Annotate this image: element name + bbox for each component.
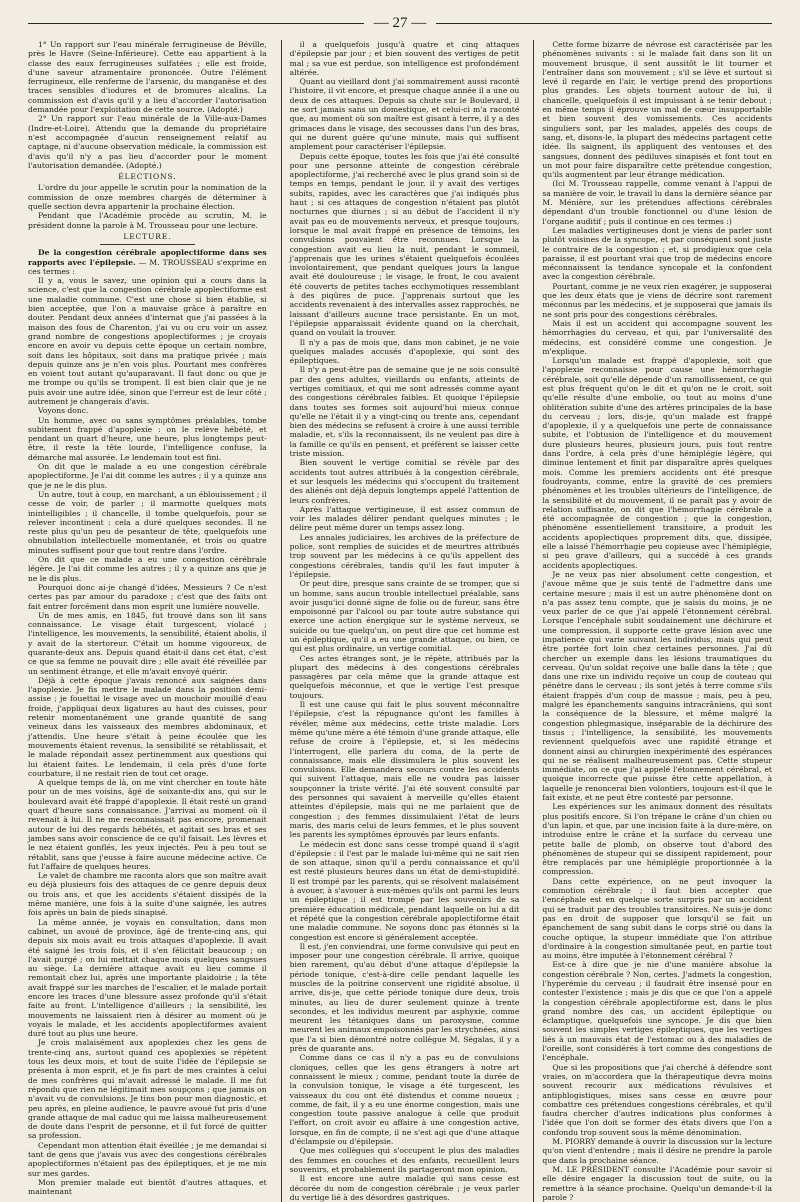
- paragraph: On dit que ce malade a eu une congestion cérébrale légère. Je l'ai dit comme les autres ; il y a quinze ans que je ne le dis plus.: [28, 555, 267, 583]
- page-number: — 27 —: [364, 15, 437, 32]
- paragraph: Que si les propositions que j'ai cherché à défendre sont vraies, on m'accordera que la thérapeutique devra moins souvent recourir aux médications révulsives et antiphlogistiques, mises sans cesse en œuvre pour combattre ces prétendues congestions cérébrales, et qu'il faudra chercher d'autres indications plus conformes à l'idée que l'on doit se former des états divers que l'on a confondu trop souvent sous la même dénomination.: [542, 1062, 772, 1137]
- paragraph: Un autre, tout à coup, en marchant, a un éblouissement ; il cesse de voir, de parler ; il marmotte quelques mots inintelligibles ; il chancelle, il tombe quelquefois, pour se relever incontinent : cela a duré quelques secondes. Il ne reste plus qu'un peu de pesanteur de tête, quelquefois une obnubilation intellectuelle momentanée, et trois ou quatre minutes suffisent pour que tout rentre dans l'ordre.: [28, 489, 267, 555]
- paragraph: Lorsqu'un malade est frappé d'apoplexie, soit que l'apoplexie reconnaisse pour cause une hémorrhagie cérébrale, soit qu'elle dépende d'un ramollissement, ce qui est plus fréquent qu'on le dit et qu'on ne le croit, soit qu'elle résulte d'une embolie, ou tout au moins d'une oblitération subite d'une des artères principales de la base du cerveau ; lors, dis-je, qu'un malade est frappé d'apoplexie, il y a quelquefois une perte de connaissance subite, et l'obtusion de l'intelligence et du mouvement dure plusieurs heures, plusieurs jours, puis tout rentre dans l'ordre, à cela près d'une hémiplégie légère, qui diminue lentement et finit par disparaître après quelques mois. Comme les premiers accidents ont été presque foudroyants, comme, entre la gravité de ces premiers phénomènes et les troubles ultérieurs de l'intelligence, de la sensibilité et du mouvement, il ne paraît pas y avoir de relation suffisante, on dit que l'hémorrhagie cérébrale a été accompagnée de congestion ; que la congestion, phénomène essentiellement transitoire, a produit les accidents apoplectiques proprement dits, que, dissipée, elle a laissé l'hémorrhagie peu copieuse avec l'hémiplégie, si peu grave d'ailleurs, qui a succédé à ces grands accidents apoplectiques.: [542, 356, 772, 570]
- paragraph: M. PIORRY demande à ouvrir la discussion sur la lecture qu'on vient d'entendre ; mais il désire ne prendre la parole que dans la prochaine séance.: [542, 1137, 772, 1165]
- paragraph: Les expériences sur les animaux donnent des résultats plus positifs encore. Si l'on trépane le crâne d'un chien ou d'un lapin, et que, par une incision faite à la dure-mère, on introduise entre le crâne et la surface du cerveau une petite balle de plomb, on observe tout d'abord des phénomènes de stupeur qui se dissipent rapidement, pour être remplacés par une hémiplégie proportionnée à la compression.: [542, 802, 772, 877]
- article-heading: [28, 248, 267, 276]
- paragraph: Or peut dire, presque sans crainte de se tromper, que si un homme, sans aucun trouble intellectuel préalable, sans avoir jusqu'ici donné signe de folie ou de fureur, sans être empoisonné par l'alcool ou par toute autre substance qui exerce une action énergique sur le système nerveux, se suicide ou tue quelqu'un, on peut dire que cet homme est un épileptique, qu'il a eu une grande attaque, ou bien, ce qui est plus ordinaire, un vertige comitial.: [289, 579, 520, 654]
- column-1: [28, 40, 267, 1202]
- paragraph: Pourtant, comme je ne veux rien exagérer, je supposerai que les deux états que je viens de décrire sont rarement méconnus par les médecins, et je supposerai que jamais ils ne sont pris pour des congestions cérébrales.: [542, 281, 772, 319]
- paragraph: A quelque temps de là, on me vint chercher en toute hâte pour un de mes voisins, âgé de soixante-dix ans, qui sur le boulevard avait été frappé d'apoplexie. Il était resté un grand quart d'heure sans connaissance. J'arrivai au moment où il revenait à lui. Il ne me reconnaissait pas encore, promenait autour de lui des regards hébétés, et agitait ses bras et ses jambes sans avoir conscience de ce qu'il faisait. Les lèvres et le nez étaient gonflés, les yeux injectés. Peu à peu tout se rétablit, sans que j'eusse à faire aucune médecine active. Ce fut l'affaire de quelques heures.: [28, 778, 267, 871]
- paragraph: Il est une cause qui fait le plus souvent méconnaître l'épilepsie, c'est la répugnance qu'ont les familles à révéler, même aux médecins, cette triste maladie. Lors même qu'une mère a été témoin d'une grande attaque, elle refuse de croire à l'épilepsie, et, si les médecins l'interrogent, elle parlera du coma, de la perte de connaissance, mais elle dissimulera le plus souvent les convulsions. Elle demandera secours contre les accidents qui suivent l'attaque, mais elle ne voudra pas laisser soupçonner la triste vérité. J'ai été souvent consulté par des personnes qui savaient à merveille qu'elles étaient atteintes d'épilepsie, mais qui ne me parlaient que de congestion ; des femmes dissimulaient l'état de leurs maris, des maris celui de leurs femmes, et le plus souvent les parents les symptômes éprouvés par leurs enfants.: [289, 700, 520, 840]
- paragraph: Cependant mon attention était éveillée ; je me demandai si tant de gens que j'avais vus avec des congestions cérébrales apoplectiformes n'étaient pas des épileptiques, et je me mis sur mes gardes.: [28, 1140, 267, 1178]
- section-title-elections: ÉLECTIONS.: [118, 172, 177, 182]
- paragraph: Un homme, avec ou sans symptômes préalables, tombe subitement frappé d'apoplexie : on le relève hébété, et pendant un quart d'heure, une heure, plus longtemps peut-être, il reste la tête lourde, l'intelligence confuse, la démarche mal assurée. Le lendemain tout est fini.: [28, 415, 267, 462]
- paragraph: Ces actes étranges sont, je le répète, attribués par la plupart des médecins à des congestions cérébrales passagères par cela même que la grande attaque est quelquefois méconnue, et que le vertige l'est presque toujours.: [289, 653, 520, 700]
- article-rubric-tail: — M. TROUSSEAU s'exprime en ces termes :: [28, 257, 267, 276]
- paragraph: (Ici M. Trousseau rappelle, comme venant à l'appui de sa manière de voir, le travail lu dans la dernière séance par M. Ménière, sur les prétendues affections cérébrales dépendant d'un trouble fonctionnel ou d'une lésion de l'organe auditif ; puis il continue en ces termes :): [542, 179, 772, 226]
- paragraph: Bien souvent le vertige comitial se révèle par des accidents tout autres attribués à la congestion cérébrale, et sur lesquels les médecins qui s'occupent du traitement des aliénés ont déjà depuis longtemps appelé l'attention de leurs confrères.: [289, 458, 520, 505]
- paragraph: Les maladies vertigineuses dont je viens de parler sont plutôt voisines de la syncope, et par conséquent sont juste le contraire de la congestion ; et, si prodigieux que cela paraisse, il est pourtant vrai que trop de médecins encore méconnaissent la tendance syncopale et la confondent avec la congestion cérébrale.: [542, 225, 772, 282]
- paragraph: M. LE PRÉSIDENT consulte l'Académie pour savoir si elle désire engager la discussion tout de suite, ou la remettre à la séance prochaine. Quelqu'un demande-t-il la parole ?: [542, 1164, 772, 1202]
- paragraph: Le médecin est donc sans cesse trompé quand il s'agit d'épilepsie : il l'est par le malade lui-même qui ne sait rien de son attaque, sinon qu'il a perdu connaissance et qu'il est resté plusieurs heures dans un état de demi-stupidité. Il est trompé par les parents, qui se résolvent malaisément à avouer, à s'avouer à eux-mêmes qu'ils ont parmi les leurs un épileptique ; il est trompé par les souvenirs de sa première éducation médicale, pendant laquelle on lui a dit et répété que la congestion cérébrale apoplectiforme était une maladie commune. Ne soyons donc pas étonnés si la congestion est encore si généralement acceptée.: [289, 839, 520, 942]
- paragraph: Cette forme bizarre de névrose est caractérisée par les phénomènes suivants : si le malade fait dans son lit un mouvement brusque, il sent aussitôt le lit tourner et l'entraîner dans son mouvement ; s'il se lève et surtout si levé il regarde en l'air, le vertige prend des proportions plus grandes. Les objets tournent autour de lui, il chancelle, quelquefois il est impuissant à se tenir debout ; en même temps il éprouve un mal de cœur insupportable et bien souvent des vomissements. Ces accidents singuliers sont, par les malades, appelés des coups de sang, et, disons-le, la plupart des médecins partagent cette idée. Ils saignent, ils appliquent des ventouses et des sangsues, donnent des pédiluves sinapisés et font tout en un mot pour faire disparaître cette prétendue congestion, qu'ils augmentent par leur étrange médication.: [542, 40, 772, 180]
- paragraph: Il n'y a peut-être pas de semaine que je ne sois consulté par des gens adultes, vieillards ou enfants, atteints de vertiges comitiaux, et qui me sont adressés comme ayant des congestions cérébrales faibles. Et quoique l'épilepsie dans toutes ses formes soit aujourd'hui mieux connue qu'elle ne l'était il y a vingt-cinq ou trente ans, cependant bien des médecins se refusent à croire à une aussi terrible maladie, et, s'ils la reconnaissent, ils ne veulent pas dire à la famille ce qu'ils en pensent, et préfèrent se laisser cette triste mission.: [289, 365, 520, 459]
- paragraph: Les annales judiciaires, les archives de la préfecture de police, sont remplies de suicides et de meurtres attribués trop souvent par les médecins à ce qu'ils appellent des congestions cérébrales, tandis qu'il les faut imputer à l'épilepsie.: [289, 532, 520, 579]
- paragraph: La même année, je voyais en consultation, dans mon cabinet, un avoué de province, âgé de trente-cinq ans, qui depuis six mois avait eu trois attaques d'apoplexie. Il avait été saigné les trois fois, et il s'en félicitait beaucoup ; on l'avait purgé ; on lui mettait chaque mois quelques sangsues au siège. La dernière attaque avait eu lieu comme il remontait chez lui, après une importante plaidoirie ; la tête avait frappé sur les marches de l'escalier, et le malade portait encore les traces d'une blessure assez profonde qu'il s'était faite au front. L'intelligence d'ailleurs ; la sensibilité, les mouvements ne laissaient rien à désirer au moment où je voyais le malade, et les accidents apoplectiformes avaient duré tout au plus une heure.: [28, 917, 267, 1039]
- paragraph: Il est, j'en conviendrai, une forme convulsive qui peut en imposer pour une congestion cérébrale. Il arrive, quoique bien rarement, qu'au début d'une attaque d'épilepsie la période tonique, c'est-à-dire celle pendant laquelle les muscles de la poitrine conservent une rigidité absolue, il arrive, dis-je, que cette période tonique dure deux, trois minutes, au lieu de durer seulement quinze à trente secondes, et les individus meurent par asphyxie, comme meurent les tétaniques dans un paroxysme, comme meurent les animaux empoisonnés par les strychnées, ainsi que l'a si bien démontré notre collègue M. Ségalas, il y a près de quarante ans.: [289, 941, 520, 1054]
- paragraph: Le valet de chambre me raconta alors que son maître avait eu déjà plusieurs fois des attaques de ce genre depuis deux ou trois ans, et que les accidents s'étaient dissipés de la même manière, une fois à la suite d'une saignée, les autres fois après un bain de pieds sinapisé.: [28, 871, 267, 918]
- paragraph: Quant au vieillard dont j'ai sommairement aussi raconté l'histoire, il vit encore, et presque chaque année il a une ou deux de ces attaques. Depuis sa chute sur le Boulevard, il ne sort jamais sans un domestique, et celui-ci m'a raconté que, au moment où son maître est gisant à terre, il y a des grimaces dans le visage, des secousses dans l'un des bras, qui ne durent guère qu'une minute, mais qui suffisent amplement pour caractériser l'épilepsie.: [289, 77, 520, 152]
- text-columns: [28, 40, 772, 1202]
- paragraph: Après l'attaque vertigineuse, il est assez commun de voir les malades délirer pendant quelques minutes ; le délire peut même durer un temps assez long.: [289, 504, 520, 533]
- paragraph: Mais il est un accident qui accompagne souvent les hémorrhagies du cerveau, et qui, par l'universalité des médecins, est considéré comme une congestion. Je m'explique.: [542, 318, 772, 356]
- paragraph: Il est encore une autre maladie qui sans cesse est décorée du nom de congestion cérébrale ; je veux parler du vertige lié à des désordres gastriques.: [289, 1174, 520, 1202]
- paragraph: Dans cette expérience, on ne peut invoquer la commotion cérébrale ; il faut bien accepter que l'encéphale est en quelque sorte surpris par un accident qui se traduit par des troubles transitoires. Ne suis-je donc pas en droit de supposer que lorsqu'il se fait un épanchement de sang subit dans le corps strié ou dans la couche optique, la stupeur immédiate que l'on attribue d'ordinaire à la congestion simultanée peut, en partie tout au moins, être imputée à l'étonnement cérébral ?: [542, 876, 772, 961]
- paragraph: il a quelquefois jusqu'à quatre et cinq attaques d'épilepsie par jour ; et bien souvent des vertiges de petit mal ; sa vue est perdue, son intelligence est profondément altérée.: [289, 40, 520, 77]
- paragraph: Pourquoi donc ai-je changé d'idées, Messieurs ? Ce n'est certes pas par amour du paradoxe ; c'est que des faits ont fait entrer forcément dans mon esprit une lumière nouvelle.: [28, 582, 267, 611]
- paragraph: Que mes collègues qui s'occupent le plus des maladies des femmes en couches et des enfants, recueillent leurs souvenirs, et probablement ils partageront mon opinion.: [289, 1146, 520, 1174]
- paragraph: Il n'y a pas de mois que, dans mon cabinet, je ne voie quelques malades accusés d'apoplexie, qui sont des épileptiques.: [289, 337, 520, 366]
- column-2: [281, 40, 520, 1202]
- paragraph: Déjà à cette époque j'avais renoncé aux saignées dans l'apoplexie. Je fis mettre le malade dans la position demi-assise ; je fouettai le visage avec un mouchoir mouillé d'eau froide, j'appliquai deux ligatures au haut des cuisses, pour retenir momentanément une grande quantité de sang veineux dans les vaisseaux des membres abdominaux, et j'attendis. Une heure s'était à peine écoulée que les mouvements étaient revenus, la sensibilité se rétablissait, et le malade répondait assez pertinemment aux questions qui lui étaient faites. Le lendemain, il cela près d'une forte courbature, il ne restait rien de tout cet orage.: [28, 675, 267, 778]
- paragraph: Un de mes amis, en 1845, fut trouvé dans son lit sans connaissance. Le visage était turgescent, violacé ; l'intelligence, les mouvements, la sensibilité, étaient abolis, il y avait de la stertoreur. C'était un homme vigoureux, de quarante-deux ans. Depuis quand était-il dans cet état, c'est ce que sa femme ne pouvait dire ; elle avait été réveillée par un sentiment étrange, et elle m'avait envoyé quérir.: [28, 610, 267, 676]
- paragraph: Est-ce à dire que je nie d'une manière absolue la congestion cérébrale ? Non, certes. J'admets la congestion, l'hyperémie du cerveau ; il faudrait être insensé pour en contester l'existence ; mais je dis que ce que l'on a appelé la congestion cérébrale apoplectiforme est, dans le plus grand nombre des cas, un accident épileptique ou éclamptique, quelquefois une syncope. Je dis que bien souvent les simples vertiges épileptiques, que les vertiges liés à un mauvais état de l'estomac ou à des maladies de l'oreille, sont considérés à tort comme des congestions de l'encéphale.: [542, 960, 772, 1063]
- paragraph: Je crois malaisément aux apoplexies chez les gens de trente-cinq ans, surtout quand ces apoplexies se répètent tous les deux mois, et tout de suite l'idée de l'épilepsie se présenta à mon esprit, et je fis part de mes craintes à celui de mes confrères qui m'avait adressé le malade. Il me fut répondu que rien ne légitimait mes soupçons ; que jamais on n'avait vu de convulsions. Je tins bon pour mon diagnostic, et peu après, en pleine audience, le pauvre avoué fut pris d'une grande attaque de mal caduc qui me laissa malheureusement de doute dans l'esprit de personne, et il fut forcé de quitter sa profession.: [28, 1038, 267, 1141]
- paragraph: 1° Un rapport sur l'eau minérale ferrugineuse de Béville, près le Havre (Seine-Inférieure). Cette eau appartient à la classe des eaux ferrugineuses sulfatées ; elle est froide, d'une saveur atramentaire prononcée. Outre l'élément ferrugineux, elle renferme de l'arsenic, du manganèse et des traces sensibles d'iodures et de bromures alcalins. La commission est d'avis qu'il y a lieu d'accorder l'autorisation demandée pour l'exploitation de cette source. (Adopté.): [28, 40, 267, 115]
- paragraph: Depuis cette époque, toutes les fois que j'ai été consulté pour une personne atteinte de congestion cérébrale apoplectiforme, j'ai recherché avec le plus grand soin si de temps en temps, pendant le jour, il y avait des vertiges subits, rapides, avec les caractères que j'ai indiqués plus haut ; si ces attaques de congestion n'étaient pas plutôt nocturnes que diurnes ; si au début de l'accident il n'y avait pas eu de mouvements nerveux, et presque toujours, lorsque le mal avait frappé en présence de témoins, les convulsions pouvaient être reconnues. Lorsque la congestion avait eu lieu la nuit, pendant le sommeil, j'apprenais que les urines s'étaient quelquefois écoulées involontairement, que pendant quelques jours la langue avait été douloureuse ; le visage, le front, le cou avaient été couverts de petites taches ecchymotiques ressemblant à des piqûres de puce. J'apprenais surtout que les accidents revenaient à des intervalles assez rapprochés, ne laissant d'ailleurs aucune trace persistante. En un mot, l'épilepsie apparaissait évidente quand on la cherchait, quand on voulait la trouver.: [289, 151, 520, 338]
- paragraph: Il y a, vous le savez, une opinion qui a cours dans la science, c'est que la congestion cérébrale apoplectiforme est une maladie commune. C'est une chose si bien établie, si bien acceptée, que l'on a mauvaise grâce à paraître en douter. Pendant deux années d'internat que j'ai passées à la maison des fous de Charenton, j'ai vu ou cru voir un assez grand nombre de congestions apoplectiformes ; je croyais encore en avoir vu depuis cette époque un certain nombre, soit dans les hôpitaux, soit dans ma pratique privée ; mais depuis quinze ans je n'en vois plus. Pourtant mes confrères en voient tout autant qu'auparavant. Il faut donc ou que je me trompe ou qu'ils se trompent. Il est bien clair que je ne puis avoir une autre idée, sinon que l'erreur est de leur côté ; autrement je changerais d'avis.: [28, 276, 267, 406]
- article-rubric: De la congestion cérébrale apoplectiforme dans ses rapports avec l'épilepsie.: [28, 248, 267, 267]
- column-3: [533, 40, 772, 1202]
- paragraph: L'ordre du jour appelle le scrutin pour la nomination de la commission de onze membres chargés de déterminer à quelle section devra appartenir la prochaine élection.: [28, 183, 267, 212]
- section-divider: [100, 244, 195, 245]
- section-title-lecture: LECTURE.: [123, 231, 172, 241]
- running-head: [28, 12, 772, 34]
- paragraph: Voyons donc.: [38, 406, 89, 416]
- paragraph: Pendant que l'Académie procède au scrutin, M. le président donne la parole à M. Trousseau pour une lecture.: [28, 211, 267, 230]
- paragraph: Comme dans ce cas il n'y a pas eu de convulsions cloniques, celles que les gens étrangers à notre art connaissent le mieux ; comme, pendant toute la durée de la convulsion tonique, le visage a été turgescent, les vaisseaux du cou ont été distendus et comme noueux ; comme, de fait, il y a eu une énorme congestion, mais une congestion toute passive analogue à celle que produit l'effort, on croit avoir eu affaire à une congestion active, lorsque, en fin de compte, il ne s'est agi que d'une attaque d'éclampsie ou d'épilepsie.: [289, 1053, 520, 1147]
- paragraph: On dit que le malade a eu une congestion cérébrale apoplectiforme. Je l'ai dit comme les autres ; il y a quinze ans que je ne le dis plus.: [28, 462, 267, 490]
- paragraph: Je ne veux pas nier absolument cette congestion, et j'avoue même que je suis tenté de l'admettre dans une certaine mesure ; mais il est un autre phénomène dont on n'a pas assez tenu compte, que je saisis du moins, je ne veux parler de ce que j'ai appelé l'étonnement cérébral. Lorsque l'encéphale subit soudainement une déchirure et une compression, il supporte cette grave lésion avec une impatience qui varie suivant les individus, mais qui peut être portée fort loin chez certaines personnes. J'ai dû chercher un exemple dans les lésions traumatiques du cerveau. Qu'un soldat reçoive une balle dans la tête ; que dans une rixe un individu reçoive un coup de couteau qui pénètre dans le cerveau ; ils sont jetés à terre comme s'ils étaient frappés d'un coup de massue ; mais, peu à peu, malgré les épanchements sanguins intracrâniens, qui sont la conséquence de la blessure, et même malgré la congestion phlegmasique, inséparable de la déchirure des tissus ; l'intelligence, la sensibilité, les mouvements reviennent quelquefois avec une rapidité étrange et donnent ainsi au chirurgien inexpérimenté des espérances qui ne se réalisent malheureusement pas. Cette stupeur immédiate, on ce que j'ai appelé l'étonnement cérébral, et quoique incorrecte que puisse être cette appellation, à laquelle je renoncerai bien volontiers, toujours est-il que le fait existe, et ne peut être contesté par personne.: [542, 569, 772, 803]
- paragraph: Mon premier malade eut bientôt d'autres attaques, et maintenant: [28, 1177, 267, 1197]
- paragraph: 2° Un rapport sur l'eau minérale de la Ville-aux-Dames (Indre-et-Loire). Attendu que la demande du propriétaire n'est accompagnée d'aucun renseignement relatif au captage, ni d'aucune observation médicale, la commission est d'avis qu'il n'y a pas lieu d'accorder pour le moment l'autorisation demandée. (Adopté.): [28, 114, 267, 170]
